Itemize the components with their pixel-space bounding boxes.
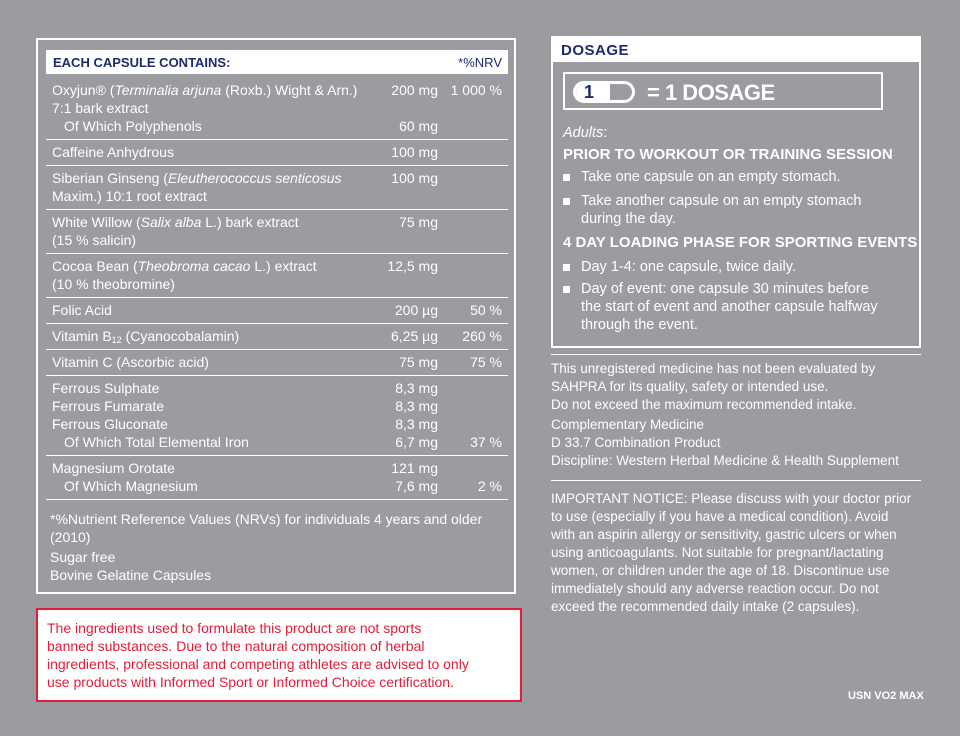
nutrition-row: [46, 166, 508, 210]
sports-notice: [36, 608, 522, 702]
dosage-title: DOSAGE: [561, 42, 630, 59]
dosage-title-bar: [553, 38, 919, 62]
ingredient-amount: 100 mg: [391, 144, 438, 160]
ingredient-name: Vitamin $B_{12}$ (Cyanocobalamin): [52, 328, 240, 345]
dose-box: [563, 72, 883, 110]
ingredient-amount: 75 mg: [399, 354, 438, 370]
ingredient-name: Ferrous Gluconate: [52, 416, 168, 432]
dose-equals-text: = 1 DOSAGE: [647, 80, 775, 105]
nrv-footnote: *%Nutrient Reference Values (NRVs) for individuals 4 years and older: [50, 511, 483, 527]
nutrition-row: [46, 350, 508, 376]
ingredient-amount: 6,7 mg: [395, 434, 438, 450]
ingredient-name: Ferrous Fumarate: [52, 398, 165, 414]
ingredient-amount: 200 µg: [394, 302, 438, 318]
ingredient-amount: 60 mg: [399, 118, 438, 134]
regulatory-text: This unregistered medicine has not been evaluated by SAHPRA for its quality, safety or intended use. Do not exceed the maximum recommended intake. Complementary Medicine D 33.7 Combination Product Discipline: Western Herbal Medicine & Health Supplement: [551, 361, 899, 468]
ingredient-amount: 8,3 mg: [395, 416, 438, 432]
ingredient-name: Oxyjun® (Terminalia arjuna (Roxb.) Wight & Arn.): [52, 82, 358, 98]
nutrition-title: EACH CAPSULE CONTAINS:: [53, 55, 231, 70]
ingredient-name: Maxim.) 10:1 root extract: [52, 188, 207, 204]
nutrition-row: [46, 324, 508, 350]
ingredient-amount: 8,3 mg: [395, 398, 438, 414]
nutrition-row: [46, 456, 508, 500]
ingredient-name: Ferrous Sulphate: [52, 380, 160, 396]
ingredient-name: Of Which Polyphenols: [64, 118, 202, 134]
ingredient-amount: 121 mg: [391, 460, 438, 476]
ingredient-nrv: 50 %: [470, 302, 502, 318]
divider: [551, 354, 921, 355]
ingredient-name: Folic Acid: [52, 302, 112, 318]
ingredient-name: 7:1 bark extract: [52, 100, 149, 116]
ingredient-name: White Willow (Salix alba L.) bark extract: [52, 214, 299, 230]
nutrition-row: [46, 210, 508, 254]
nrv-footnote-year: (2010): [50, 529, 91, 545]
adults-label: Adults:: [563, 125, 608, 141]
ingredient-nrv: 260 %: [462, 328, 502, 344]
ingredient-amount: 12,5 mg: [387, 258, 438, 274]
workout-heading: PRIOR TO WORKOUT OR TRAINING SESSION: [563, 146, 893, 163]
loading-heading: 4 DAY LOADING PHASE FOR SPORTING EVENTS: [563, 234, 918, 251]
ingredient-amount: 6,25 µg: [391, 328, 438, 344]
bullet-square-icon: [563, 174, 570, 181]
nutrition-row: [46, 78, 508, 140]
nutrition-panel: [36, 38, 516, 594]
sports-notice-line: The ingredients used to formulate this product are not sports: [47, 620, 422, 636]
ingredient-name: (15 % salicin): [52, 232, 137, 248]
ingredient-name: Siberian Ginseng (Eleutherococcus senticosus: [52, 170, 342, 186]
product-code: USN VO2 MAX: [848, 690, 924, 702]
ingredient-name: Cocoa Bean (Theobroma cacao L.) extract: [52, 258, 317, 274]
ingredient-amount: 7,6 mg: [395, 478, 438, 494]
ingredient-name: (10 % theobromine): [52, 276, 175, 292]
nutrition-row: [46, 254, 508, 298]
capsule-number: 1: [584, 82, 595, 102]
capsule-icon: [573, 81, 635, 103]
ingredient-name: Caffeine Anhydrous: [52, 144, 174, 160]
ingredient-amount: 100 mg: [391, 170, 438, 186]
sugar-free-note: Sugar free: [50, 549, 116, 565]
important-notice: IMPORTANT NOTICE: Please discuss with your doctor prior to use (especially if you have a medical condition). Avoid with an aspirin allergy or sensitivity, gastric ulcers or when using anticoagulants. Not suitable for pregnant/lactating women, or children under the age of 18. Discontinue use immediately should any adverse reaction occur. Do not exceed the recommended daily intake (2 capsules).: [551, 491, 912, 614]
ingredient-name: Of Which Magnesium: [64, 478, 198, 494]
ingredient-name: Magnesium Orotate: [52, 460, 175, 476]
dosage-panel: DOSAGE 1 = 1 DOSAGE Adults: PRIOR TO WORKOUT OR TRAINING SESSION Take one capsule on an empty stomach. Take another capsule on an empty stomach during the day. 4 DAY LOADING PHASE FOR SPORTING EVENTS Day 1-4: one capsule, twice daily. Day of event: one capsule 30 minutes before the start of event and another capsule halfway through the event.: [551, 36, 921, 348]
ingredient-amount: 8,3 mg: [395, 380, 438, 396]
nutrition-row: [46, 376, 508, 456]
bullet-square-icon: [563, 286, 570, 293]
ingredient-amount: 75 mg: [399, 214, 438, 230]
ingredient-nrv: 1 000 %: [450, 82, 502, 98]
sports-notice-line: ingredients, professional and competing athletes are advised to only: [47, 656, 469, 672]
ingredient-nrv: 37 %: [470, 434, 502, 450]
nutrition-row: [46, 140, 508, 166]
ingredient-amount: 200 mg: [391, 82, 438, 98]
bullet-square-icon: [563, 198, 570, 205]
ingredient-nrv: 2 %: [477, 478, 502, 494]
sports-notice-line: use products with Informed Sport or Informed Choice certification.: [47, 674, 454, 690]
nutrition-row: [46, 298, 508, 324]
capsule-type-note: Bovine Gelatine Capsules: [50, 567, 212, 583]
sports-notice-line: banned substances. Due to the natural composition of herbal: [47, 638, 425, 654]
bullet-square-icon: [563, 264, 570, 271]
ingredient-name: Of Which Total Elemental Iron: [64, 434, 249, 450]
nrv-header: *%NRV: [458, 55, 502, 70]
nutrition-header: [46, 50, 508, 74]
ingredient-nrv: 75 %: [470, 354, 502, 370]
divider: [551, 480, 921, 481]
ingredient-name: Vitamin C (Ascorbic acid): [52, 354, 209, 370]
